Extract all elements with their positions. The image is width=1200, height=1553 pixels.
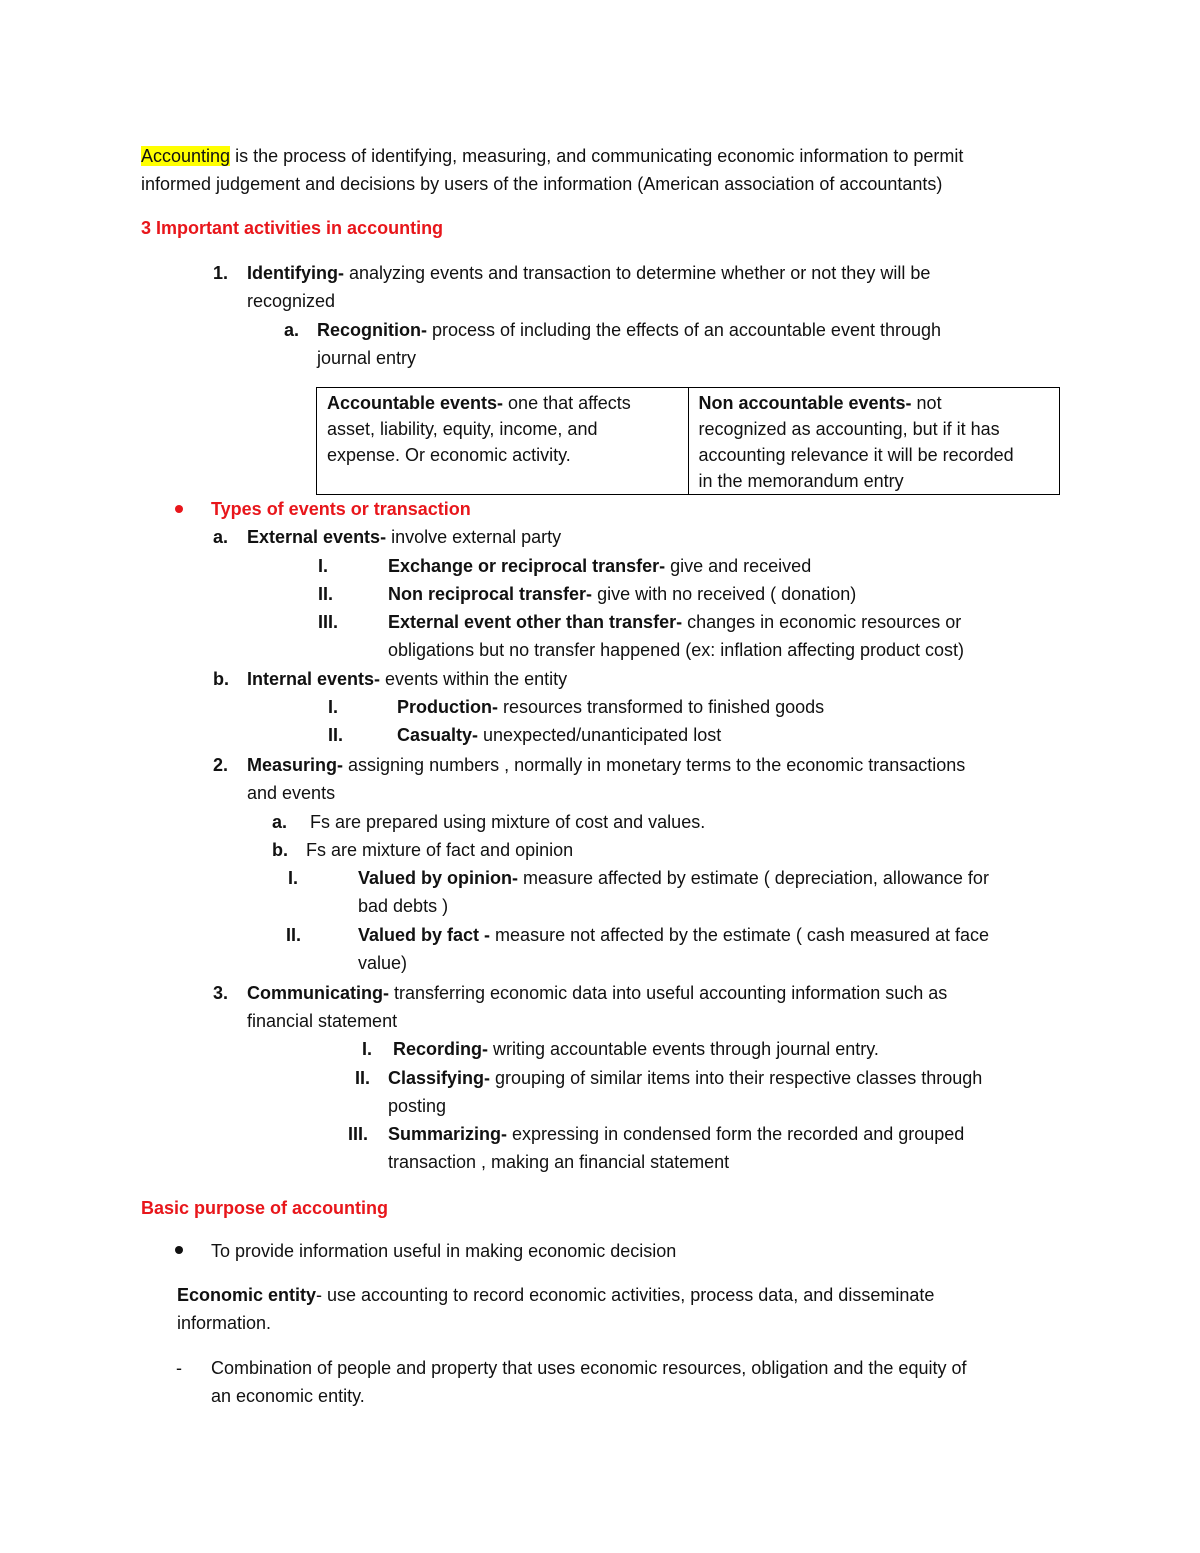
highlighted-term: Accounting — [141, 146, 231, 166]
intro-paragraph: Accounting is the process of identifying, measuring, and communicating economic information to permit informed judgement and decisions by users of the information (American association of accountants) — [141, 146, 964, 194]
heading-basic-purpose: Basic purpose of accounting — [141, 1198, 389, 1218]
item-non-reciprocal-transfer: Non reciprocal transfer- give with no received ( donation) — [388, 584, 857, 604]
item-casualty: Casualty- unexpected/unanticipated lost — [397, 725, 722, 745]
list-marker: I. — [318, 556, 329, 576]
bullet-icon — [175, 505, 183, 513]
item-combination: Combination of people and property that uses economic resources, obligation and the equity of an economic entity. — [211, 1358, 967, 1406]
list-marker: II. — [286, 925, 302, 945]
cell-accountable-events: Accountable events- one that affects asset, liability, equity, income, and expense. Or economic activity. — [327, 393, 631, 465]
item-recording: Recording- writing accountable events through journal entry. — [393, 1039, 879, 1059]
item-classifying: Classifying- grouping of similar items into their respective classes through posting — [388, 1068, 983, 1116]
list-marker: III. — [348, 1124, 369, 1144]
events-table — [316, 387, 1060, 495]
item-measuring: Measuring- assigning numbers , normally in monetary terms to the economic transactions and events — [247, 755, 966, 803]
item-valued-by-fact: Valued by fact - measure not affected by the estimate ( cash measured at face value) — [358, 925, 989, 973]
item-recognition: Recognition- process of including the effects of an accountable event through journal entry — [317, 320, 942, 368]
list-marker: III. — [318, 612, 339, 632]
item-fs-fact-opinion: Fs are mixture of fact and opinion — [306, 840, 574, 860]
item-exchange-transfer: Exchange or reciprocal transfer- give and received — [388, 556, 812, 576]
cell-non-accountable-events: Non accountable events- not recognized as accounting, but if it has accounting relevance it will be recorded in the memorandum entry — [688, 388, 1060, 494]
item-communicating: Communicating- transferring economic data into useful accounting information such as financial statement — [247, 983, 948, 1031]
list-marker: II. — [355, 1068, 371, 1088]
item-external-event-other: External event other than transfer- changes in economic resources or obligations but no transfer happened (ex: inflation affecting product cost) — [388, 612, 965, 660]
list-marker: a. — [272, 812, 288, 832]
list-marker: b. — [272, 840, 288, 860]
item-fs-cost-values: Fs are prepared using mixture of cost and values. — [310, 812, 706, 832]
bullet-icon — [175, 1246, 183, 1254]
list-marker: a. — [213, 527, 229, 547]
list-marker: II. — [318, 584, 334, 604]
dash-marker: - — [176, 1358, 182, 1378]
item-purpose: To provide information useful in making economic decision — [211, 1241, 677, 1261]
heading-important-activities: 3 Important activities in accounting — [141, 218, 444, 238]
list-marker: b. — [213, 669, 229, 689]
item-identifying: Identifying- analyzing events and transaction to determine whether or not they will be recognized — [247, 263, 931, 311]
list-marker: 1. — [213, 263, 229, 283]
item-production: Production- resources transformed to finished goods — [397, 697, 825, 717]
list-marker: 2. — [213, 755, 229, 775]
list-marker: I. — [288, 868, 299, 888]
item-external-events: External events- involve external party — [247, 527, 562, 547]
item-internal-events: Internal events- events within the entity — [247, 669, 568, 689]
list-marker: II. — [328, 725, 344, 745]
item-summarizing: Summarizing- expressing in condensed form the recorded and grouped transaction , making an financial statement — [388, 1124, 965, 1172]
heading-types-of-events: Types of events or transaction — [211, 499, 471, 519]
list-marker: I. — [362, 1039, 373, 1059]
list-marker: a. — [284, 320, 300, 340]
list-marker: I. — [328, 697, 339, 717]
item-valued-by-opinion: Valued by opinion- measure affected by estimate ( depreciation, allowance for bad debts ) — [358, 868, 989, 916]
list-marker: 3. — [213, 983, 229, 1003]
paragraph-economic-entity: Economic entity- use accounting to record economic activities, process data, and disseminate information. — [177, 1285, 935, 1333]
